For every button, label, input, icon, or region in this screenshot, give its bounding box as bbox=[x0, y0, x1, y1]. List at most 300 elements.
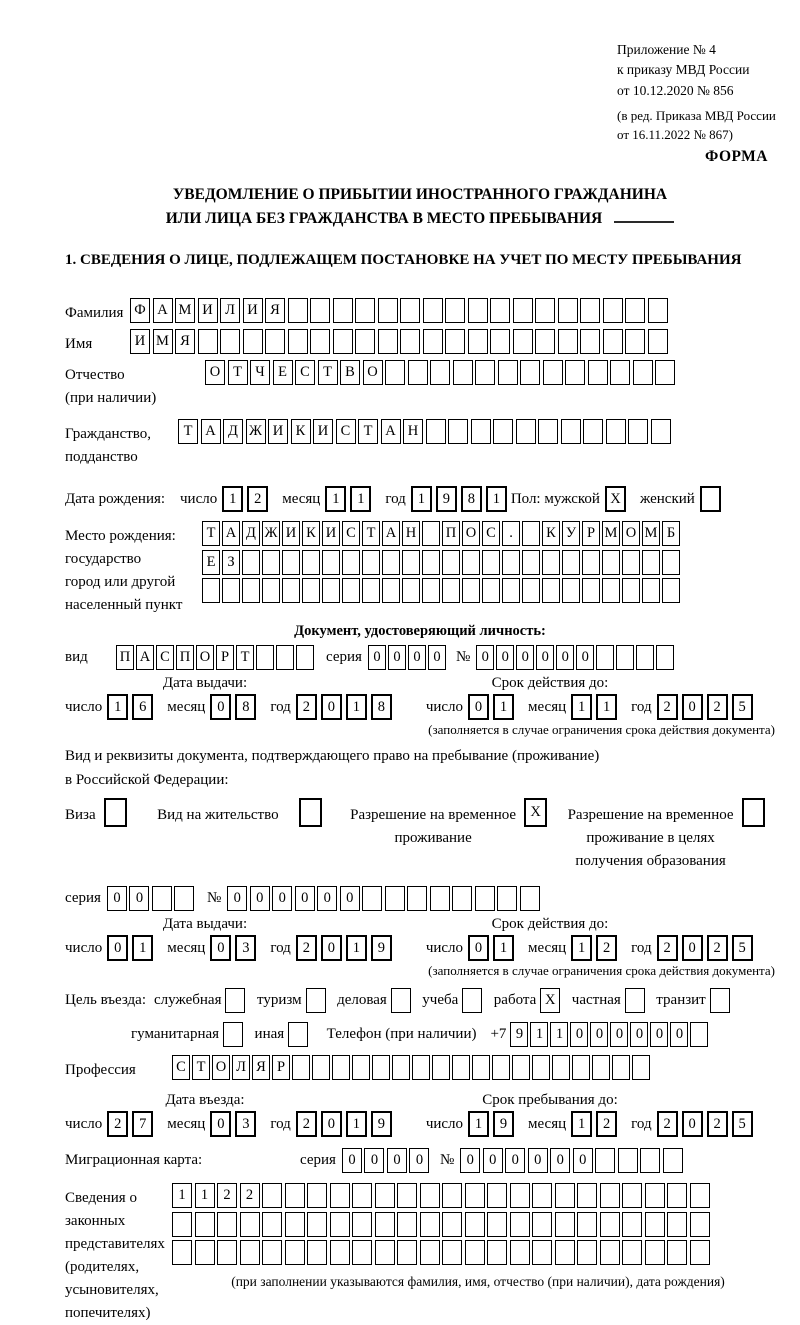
res-issue-day-boxes[interactable] bbox=[107, 935, 157, 961]
phone-boxes[interactable] bbox=[510, 1022, 710, 1047]
birthplace-char-box[interactable] bbox=[542, 578, 560, 603]
guardians-char-box[interactable] bbox=[465, 1240, 485, 1265]
birthplace-char-box[interactable] bbox=[502, 578, 520, 603]
id-issue-day-box[interactable]: 1 bbox=[107, 694, 128, 720]
migration-number-box[interactable]: 0 bbox=[460, 1148, 480, 1173]
guardians-char-box[interactable] bbox=[172, 1240, 192, 1265]
citizenship-char-box[interactable]: И bbox=[313, 419, 333, 444]
birthplace-char-box[interactable] bbox=[522, 550, 540, 575]
birthplace-char-box[interactable]: С bbox=[342, 521, 360, 546]
guardians-char-box[interactable] bbox=[577, 1183, 597, 1208]
profession-char-box[interactable] bbox=[612, 1055, 630, 1080]
purpose-transit-checkbox[interactable] bbox=[710, 988, 733, 1013]
birth-month-boxes[interactable] bbox=[325, 486, 375, 512]
birthplace-boxes-row1[interactable] bbox=[202, 521, 682, 546]
id-issue-month-box[interactable]: 0 bbox=[210, 694, 231, 720]
guardians-char-box[interactable] bbox=[285, 1240, 305, 1265]
entry-year-boxes[interactable] bbox=[296, 1111, 396, 1137]
purpose-tourism-box[interactable] bbox=[306, 988, 326, 1013]
entry-year-box[interactable]: 1 bbox=[346, 1111, 367, 1137]
phone-digit-box[interactable]: 0 bbox=[610, 1022, 628, 1047]
birthplace-char-box[interactable] bbox=[562, 578, 580, 603]
birthplace-char-box[interactable] bbox=[482, 578, 500, 603]
birthplace-char-box[interactable] bbox=[302, 550, 320, 575]
id-valid-day-box[interactable]: 0 bbox=[468, 694, 489, 720]
profession-boxes[interactable] bbox=[172, 1055, 652, 1080]
birthplace-char-box[interactable] bbox=[402, 550, 420, 575]
residence-permit-box[interactable] bbox=[299, 798, 322, 827]
profession-char-box[interactable] bbox=[372, 1055, 390, 1080]
guardians-char-box[interactable] bbox=[375, 1240, 395, 1265]
profession-char-box[interactable] bbox=[452, 1055, 470, 1080]
guardians-char-box[interactable] bbox=[667, 1240, 687, 1265]
guardians-char-box[interactable] bbox=[442, 1183, 462, 1208]
purpose-work-box[interactable]: X bbox=[540, 988, 560, 1013]
purpose-official-checkbox[interactable] bbox=[225, 988, 248, 1013]
name-char-box[interactable] bbox=[243, 329, 263, 354]
id-issue-month-boxes[interactable] bbox=[210, 694, 260, 720]
birthplace-char-box[interactable]: И bbox=[322, 521, 340, 546]
birthplace-char-box[interactable] bbox=[282, 578, 300, 603]
temp-residence-edu-box[interactable] bbox=[742, 798, 765, 827]
guardians-char-box[interactable] bbox=[487, 1240, 507, 1265]
surname-char-box[interactable]: И bbox=[243, 298, 263, 323]
name-boxes[interactable] bbox=[130, 329, 670, 354]
id-kind-char-box[interactable]: О bbox=[196, 645, 214, 670]
id-number-box[interactable]: 0 bbox=[496, 645, 514, 670]
stay-year-box[interactable]: 5 bbox=[732, 1111, 753, 1137]
name-char-box[interactable] bbox=[513, 329, 533, 354]
id-series-box[interactable]: 0 bbox=[428, 645, 446, 670]
id-valid-month-boxes[interactable] bbox=[571, 694, 621, 720]
birthplace-char-box[interactable] bbox=[322, 578, 340, 603]
purpose-business-checkbox[interactable] bbox=[391, 988, 414, 1013]
id-issue-year-box[interactable]: 2 bbox=[296, 694, 317, 720]
guardians-boxes-row3[interactable] bbox=[172, 1240, 784, 1265]
birthplace-char-box[interactable] bbox=[502, 550, 520, 575]
birthplace-char-box[interactable] bbox=[562, 550, 580, 575]
res-issue-year-box[interactable]: 2 bbox=[296, 935, 317, 961]
birthplace-char-box[interactable] bbox=[642, 550, 660, 575]
profession-char-box[interactable] bbox=[432, 1055, 450, 1080]
citizenship-char-box[interactable]: А bbox=[381, 419, 401, 444]
res-issue-month-boxes[interactable] bbox=[210, 935, 260, 961]
birth-month-box[interactable]: 1 bbox=[350, 486, 371, 512]
stay-year-box[interactable]: 2 bbox=[707, 1111, 728, 1137]
entry-year-box[interactable]: 2 bbox=[296, 1111, 317, 1137]
entry-month-box[interactable]: 3 bbox=[235, 1111, 256, 1137]
res-valid-month-box[interactable]: 1 bbox=[571, 935, 592, 961]
guardians-char-box[interactable]: 1 bbox=[195, 1183, 215, 1208]
birthplace-char-box[interactable]: Т bbox=[362, 521, 380, 546]
birthplace-char-box[interactable] bbox=[522, 521, 540, 546]
id-valid-year-box[interactable]: 5 bbox=[732, 694, 753, 720]
surname-char-box[interactable] bbox=[468, 298, 488, 323]
id-valid-month-box[interactable]: 1 bbox=[596, 694, 617, 720]
res-number-box[interactable] bbox=[497, 886, 517, 911]
migration-number-box[interactable] bbox=[663, 1148, 683, 1173]
guardians-char-box[interactable] bbox=[172, 1212, 192, 1237]
birthplace-char-box[interactable] bbox=[362, 578, 380, 603]
guardians-char-box[interactable] bbox=[487, 1212, 507, 1237]
phone-digit-box[interactable]: 0 bbox=[590, 1022, 608, 1047]
birthplace-char-box[interactable] bbox=[662, 550, 680, 575]
guardians-char-box[interactable] bbox=[352, 1212, 372, 1237]
id-series-box[interactable]: 0 bbox=[408, 645, 426, 670]
name-char-box[interactable] bbox=[198, 329, 218, 354]
birthplace-char-box[interactable]: Н bbox=[402, 521, 420, 546]
res-number-box[interactable]: 0 bbox=[250, 886, 270, 911]
guardians-char-box[interactable] bbox=[420, 1212, 440, 1237]
citizenship-char-box[interactable] bbox=[583, 419, 603, 444]
citizenship-char-box[interactable] bbox=[516, 419, 536, 444]
patronymic-char-box[interactable] bbox=[498, 360, 518, 385]
birthplace-char-box[interactable] bbox=[222, 578, 240, 603]
res-number-box[interactable] bbox=[362, 886, 382, 911]
birth-day-box[interactable]: 2 bbox=[247, 486, 268, 512]
patronymic-char-box[interactable] bbox=[610, 360, 630, 385]
surname-char-box[interactable]: М bbox=[175, 298, 195, 323]
surname-char-box[interactable] bbox=[423, 298, 443, 323]
name-char-box[interactable] bbox=[558, 329, 578, 354]
profession-char-box[interactable]: Т bbox=[192, 1055, 210, 1080]
surname-char-box[interactable] bbox=[378, 298, 398, 323]
guardians-char-box[interactable] bbox=[240, 1212, 260, 1237]
guardians-char-box[interactable] bbox=[487, 1183, 507, 1208]
res-valid-day-boxes[interactable] bbox=[468, 935, 518, 961]
guardians-boxes-row1[interactable] bbox=[172, 1183, 784, 1208]
guardians-char-box[interactable] bbox=[285, 1183, 305, 1208]
profession-char-box[interactable] bbox=[532, 1055, 550, 1080]
birthplace-char-box[interactable] bbox=[582, 578, 600, 603]
birthplace-char-box[interactable] bbox=[662, 578, 680, 603]
citizenship-char-box[interactable]: А bbox=[201, 419, 221, 444]
birthplace-char-box[interactable] bbox=[362, 550, 380, 575]
sex-male-checkbox[interactable] bbox=[605, 486, 630, 512]
surname-boxes[interactable] bbox=[130, 298, 670, 323]
res-series-boxes[interactable] bbox=[107, 886, 197, 911]
birthplace-char-box[interactable]: А bbox=[382, 521, 400, 546]
birthplace-char-box[interactable] bbox=[522, 578, 540, 603]
id-number-box[interactable] bbox=[636, 645, 654, 670]
res-valid-day-box[interactable]: 1 bbox=[493, 935, 514, 961]
guardians-char-box[interactable] bbox=[532, 1240, 552, 1265]
purpose-transit-box[interactable] bbox=[710, 988, 730, 1013]
birthplace-char-box[interactable]: Р bbox=[582, 521, 600, 546]
guardians-boxes-row2[interactable] bbox=[172, 1212, 784, 1237]
guardians-char-box[interactable] bbox=[600, 1240, 620, 1265]
purpose-humanitarian-checkbox[interactable] bbox=[223, 1022, 246, 1047]
res-issue-year-box[interactable]: 9 bbox=[371, 935, 392, 961]
patronymic-boxes[interactable] bbox=[205, 360, 678, 385]
surname-char-box[interactable] bbox=[558, 298, 578, 323]
guardians-char-box[interactable] bbox=[622, 1183, 642, 1208]
surname-char-box[interactable] bbox=[603, 298, 623, 323]
stay-year-box[interactable]: 2 bbox=[657, 1111, 678, 1137]
birthplace-char-box[interactable] bbox=[342, 550, 360, 575]
profession-char-box[interactable] bbox=[412, 1055, 430, 1080]
guardians-char-box[interactable] bbox=[510, 1212, 530, 1237]
entry-year-box[interactable]: 0 bbox=[321, 1111, 342, 1137]
citizenship-char-box[interactable]: Ж bbox=[246, 419, 266, 444]
temp-residence-box[interactable]: X bbox=[524, 798, 547, 827]
res-number-boxes[interactable] bbox=[227, 886, 542, 911]
birthplace-char-box[interactable] bbox=[642, 578, 660, 603]
guardians-char-box[interactable] bbox=[262, 1212, 282, 1237]
citizenship-char-box[interactable] bbox=[426, 419, 446, 444]
birthplace-char-box[interactable] bbox=[422, 550, 440, 575]
birthplace-char-box[interactable] bbox=[622, 550, 640, 575]
phone-digit-box[interactable] bbox=[690, 1022, 708, 1047]
id-valid-year-box[interactable]: 2 bbox=[657, 694, 678, 720]
guardians-char-box[interactable]: 2 bbox=[217, 1183, 237, 1208]
surname-char-box[interactable]: И bbox=[198, 298, 218, 323]
name-char-box[interactable] bbox=[490, 329, 510, 354]
id-kind-char-box[interactable]: Р bbox=[216, 645, 234, 670]
purpose-other-box[interactable] bbox=[288, 1022, 308, 1047]
guardians-char-box[interactable] bbox=[577, 1240, 597, 1265]
purpose-private-box[interactable] bbox=[625, 988, 645, 1013]
migration-number-box[interactable]: 0 bbox=[550, 1148, 570, 1173]
id-issue-day-boxes[interactable] bbox=[107, 694, 157, 720]
birthplace-char-box[interactable]: У bbox=[562, 521, 580, 546]
name-char-box[interactable] bbox=[310, 329, 330, 354]
citizenship-char-box[interactable]: К bbox=[291, 419, 311, 444]
name-char-box[interactable] bbox=[535, 329, 555, 354]
birthplace-char-box[interactable]: М bbox=[602, 521, 620, 546]
guardians-char-box[interactable] bbox=[397, 1183, 417, 1208]
id-kind-char-box[interactable] bbox=[296, 645, 314, 670]
name-char-box[interactable] bbox=[603, 329, 623, 354]
res-issue-month-box[interactable]: 0 bbox=[210, 935, 231, 961]
name-char-box[interactable]: Я bbox=[175, 329, 195, 354]
id-number-box[interactable] bbox=[596, 645, 614, 670]
patronymic-char-box[interactable] bbox=[430, 360, 450, 385]
birth-day-boxes[interactable] bbox=[222, 486, 272, 512]
guardians-char-box[interactable] bbox=[555, 1212, 575, 1237]
id-number-box[interactable]: 0 bbox=[556, 645, 574, 670]
birthplace-char-box[interactable]: З bbox=[222, 550, 240, 575]
purpose-business-box[interactable] bbox=[391, 988, 411, 1013]
birthplace-char-box[interactable] bbox=[462, 578, 480, 603]
id-kind-char-box[interactable]: П bbox=[116, 645, 134, 670]
res-number-box[interactable] bbox=[452, 886, 472, 911]
migration-number-box[interactable] bbox=[640, 1148, 660, 1173]
surname-char-box[interactable] bbox=[490, 298, 510, 323]
guardians-char-box[interactable] bbox=[375, 1183, 395, 1208]
migration-series-box[interactable]: 0 bbox=[409, 1148, 429, 1173]
citizenship-char-box[interactable] bbox=[538, 419, 558, 444]
birthplace-char-box[interactable] bbox=[582, 550, 600, 575]
birthplace-char-box[interactable]: П bbox=[442, 521, 460, 546]
name-char-box[interactable]: М bbox=[153, 329, 173, 354]
temp-residence-edu-checkbox[interactable] bbox=[742, 798, 768, 827]
id-issue-day-box[interactable]: 6 bbox=[132, 694, 153, 720]
guardians-char-box[interactable] bbox=[330, 1212, 350, 1237]
surname-char-box[interactable] bbox=[333, 298, 353, 323]
id-number-box[interactable]: 0 bbox=[516, 645, 534, 670]
birthplace-char-box[interactable] bbox=[342, 578, 360, 603]
visa-checkbox[interactable] bbox=[104, 798, 130, 827]
name-char-box[interactable] bbox=[445, 329, 465, 354]
purpose-study-checkbox[interactable] bbox=[462, 988, 485, 1013]
guardians-char-box[interactable] bbox=[352, 1183, 372, 1208]
migration-number-box[interactable] bbox=[618, 1148, 638, 1173]
guardians-char-box[interactable] bbox=[465, 1183, 485, 1208]
birthplace-char-box[interactable]: Е bbox=[202, 550, 220, 575]
res-valid-year-box[interactable]: 5 bbox=[732, 935, 753, 961]
profession-char-box[interactable] bbox=[632, 1055, 650, 1080]
id-number-box[interactable]: 0 bbox=[476, 645, 494, 670]
id-kind-char-box[interactable]: Т bbox=[236, 645, 254, 670]
res-number-box[interactable] bbox=[407, 886, 427, 911]
patronymic-char-box[interactable]: Т bbox=[318, 360, 338, 385]
res-valid-month-boxes[interactable] bbox=[571, 935, 621, 961]
birthplace-char-box[interactable] bbox=[442, 578, 460, 603]
id-issue-month-box[interactable]: 8 bbox=[235, 694, 256, 720]
phone-digit-box[interactable]: 0 bbox=[650, 1022, 668, 1047]
guardians-char-box[interactable] bbox=[645, 1240, 665, 1265]
id-issue-year-box[interactable]: 8 bbox=[371, 694, 392, 720]
phone-digit-box[interactable]: 1 bbox=[550, 1022, 568, 1047]
migration-series-box[interactable]: 0 bbox=[364, 1148, 384, 1173]
purpose-private-checkbox[interactable] bbox=[625, 988, 648, 1013]
guardians-char-box[interactable] bbox=[375, 1212, 395, 1237]
profession-char-box[interactable]: Я bbox=[252, 1055, 270, 1080]
migration-series-boxes[interactable] bbox=[342, 1148, 432, 1173]
guardians-char-box[interactable] bbox=[600, 1183, 620, 1208]
profession-char-box[interactable] bbox=[332, 1055, 350, 1080]
birth-year-box[interactable]: 9 bbox=[436, 486, 457, 512]
patronymic-char-box[interactable] bbox=[475, 360, 495, 385]
stay-day-box[interactable]: 1 bbox=[468, 1111, 489, 1137]
profession-char-box[interactable] bbox=[572, 1055, 590, 1080]
birthplace-char-box[interactable] bbox=[542, 550, 560, 575]
stay-year-boxes[interactable] bbox=[657, 1111, 757, 1137]
guardians-char-box[interactable] bbox=[532, 1183, 552, 1208]
birthplace-char-box[interactable]: Т bbox=[202, 521, 220, 546]
profession-char-box[interactable] bbox=[312, 1055, 330, 1080]
res-series-box[interactable] bbox=[174, 886, 194, 911]
birthplace-char-box[interactable]: А bbox=[222, 521, 240, 546]
res-valid-year-boxes[interactable] bbox=[657, 935, 757, 961]
res-issue-day-box[interactable]: 1 bbox=[132, 935, 153, 961]
purpose-work-checkbox[interactable] bbox=[540, 988, 563, 1013]
surname-char-box[interactable] bbox=[625, 298, 645, 323]
guardians-char-box[interactable] bbox=[330, 1240, 350, 1265]
birthplace-char-box[interactable]: Ж bbox=[262, 521, 280, 546]
birthplace-char-box[interactable] bbox=[422, 521, 440, 546]
birthplace-char-box[interactable] bbox=[262, 578, 280, 603]
name-char-box[interactable] bbox=[220, 329, 240, 354]
res-number-box[interactable]: 0 bbox=[295, 886, 315, 911]
stay-month-box[interactable]: 2 bbox=[596, 1111, 617, 1137]
guardians-char-box[interactable] bbox=[510, 1240, 530, 1265]
stay-year-box[interactable]: 0 bbox=[682, 1111, 703, 1137]
birth-year-box[interactable]: 8 bbox=[461, 486, 482, 512]
citizenship-char-box[interactable] bbox=[651, 419, 671, 444]
id-kind-char-box[interactable]: П bbox=[176, 645, 194, 670]
res-series-box[interactable] bbox=[152, 886, 172, 911]
patronymic-char-box[interactable] bbox=[655, 360, 675, 385]
patronymic-char-box[interactable] bbox=[385, 360, 405, 385]
birthplace-char-box[interactable] bbox=[442, 550, 460, 575]
citizenship-char-box[interactable] bbox=[493, 419, 513, 444]
patronymic-char-box[interactable] bbox=[588, 360, 608, 385]
birthplace-char-box[interactable] bbox=[402, 578, 420, 603]
birthplace-char-box[interactable] bbox=[622, 578, 640, 603]
id-issue-year-box[interactable]: 0 bbox=[321, 694, 342, 720]
name-char-box[interactable] bbox=[333, 329, 353, 354]
name-char-box[interactable] bbox=[468, 329, 488, 354]
id-valid-year-box[interactable]: 2 bbox=[707, 694, 728, 720]
surname-char-box[interactable] bbox=[535, 298, 555, 323]
birthplace-boxes-row3[interactable] bbox=[202, 578, 682, 603]
entry-year-box[interactable]: 9 bbox=[371, 1111, 392, 1137]
temp-residence-checkbox[interactable] bbox=[524, 798, 550, 827]
sex-female-checkbox[interactable] bbox=[700, 486, 725, 512]
entry-month-boxes[interactable] bbox=[210, 1111, 260, 1137]
patronymic-char-box[interactable] bbox=[520, 360, 540, 385]
citizenship-char-box[interactable] bbox=[448, 419, 468, 444]
migration-number-box[interactable]: 0 bbox=[505, 1148, 525, 1173]
purpose-other-checkbox[interactable] bbox=[288, 1022, 311, 1047]
guardians-char-box[interactable] bbox=[240, 1240, 260, 1265]
surname-char-box[interactable] bbox=[513, 298, 533, 323]
patronymic-char-box[interactable] bbox=[543, 360, 563, 385]
citizenship-char-box[interactable] bbox=[471, 419, 491, 444]
profession-char-box[interactable]: Л bbox=[232, 1055, 250, 1080]
guardians-char-box[interactable] bbox=[397, 1212, 417, 1237]
birth-year-boxes[interactable] bbox=[411, 486, 511, 512]
birthplace-char-box[interactable] bbox=[262, 550, 280, 575]
patronymic-char-box[interactable]: Ч bbox=[250, 360, 270, 385]
citizenship-char-box[interactable]: И bbox=[268, 419, 288, 444]
surname-char-box[interactable]: Л bbox=[220, 298, 240, 323]
birthplace-char-box[interactable]: М bbox=[642, 521, 660, 546]
visa-box[interactable] bbox=[104, 798, 127, 827]
guardians-char-box[interactable] bbox=[555, 1183, 575, 1208]
surname-char-box[interactable]: Ф bbox=[130, 298, 150, 323]
migration-series-box[interactable]: 0 bbox=[387, 1148, 407, 1173]
residence-permit-checkbox[interactable] bbox=[299, 798, 325, 827]
purpose-humanitarian-box[interactable] bbox=[223, 1022, 243, 1047]
res-number-box[interactable] bbox=[520, 886, 540, 911]
guardians-char-box[interactable] bbox=[555, 1240, 575, 1265]
id-valid-year-box[interactable]: 0 bbox=[682, 694, 703, 720]
citizenship-char-box[interactable] bbox=[561, 419, 581, 444]
id-issue-year-boxes[interactable] bbox=[296, 694, 396, 720]
phone-digit-box[interactable]: 0 bbox=[670, 1022, 688, 1047]
name-char-box[interactable] bbox=[355, 329, 375, 354]
res-valid-day-box[interactable]: 0 bbox=[468, 935, 489, 961]
guardians-char-box[interactable] bbox=[667, 1183, 687, 1208]
guardians-char-box[interactable] bbox=[307, 1183, 327, 1208]
guardians-char-box[interactable] bbox=[510, 1183, 530, 1208]
patronymic-char-box[interactable]: С bbox=[295, 360, 315, 385]
birth-month-box[interactable]: 1 bbox=[325, 486, 346, 512]
guardians-char-box[interactable] bbox=[577, 1212, 597, 1237]
res-issue-month-box[interactable]: 3 bbox=[235, 935, 256, 961]
res-issue-year-box[interactable]: 0 bbox=[321, 935, 342, 961]
name-char-box[interactable] bbox=[625, 329, 645, 354]
id-number-box[interactable]: 0 bbox=[576, 645, 594, 670]
name-char-box[interactable] bbox=[648, 329, 668, 354]
citizenship-boxes[interactable] bbox=[178, 419, 673, 444]
id-issue-year-box[interactable]: 1 bbox=[346, 694, 367, 720]
id-kind-boxes[interactable] bbox=[116, 645, 316, 670]
birthplace-char-box[interactable] bbox=[602, 550, 620, 575]
